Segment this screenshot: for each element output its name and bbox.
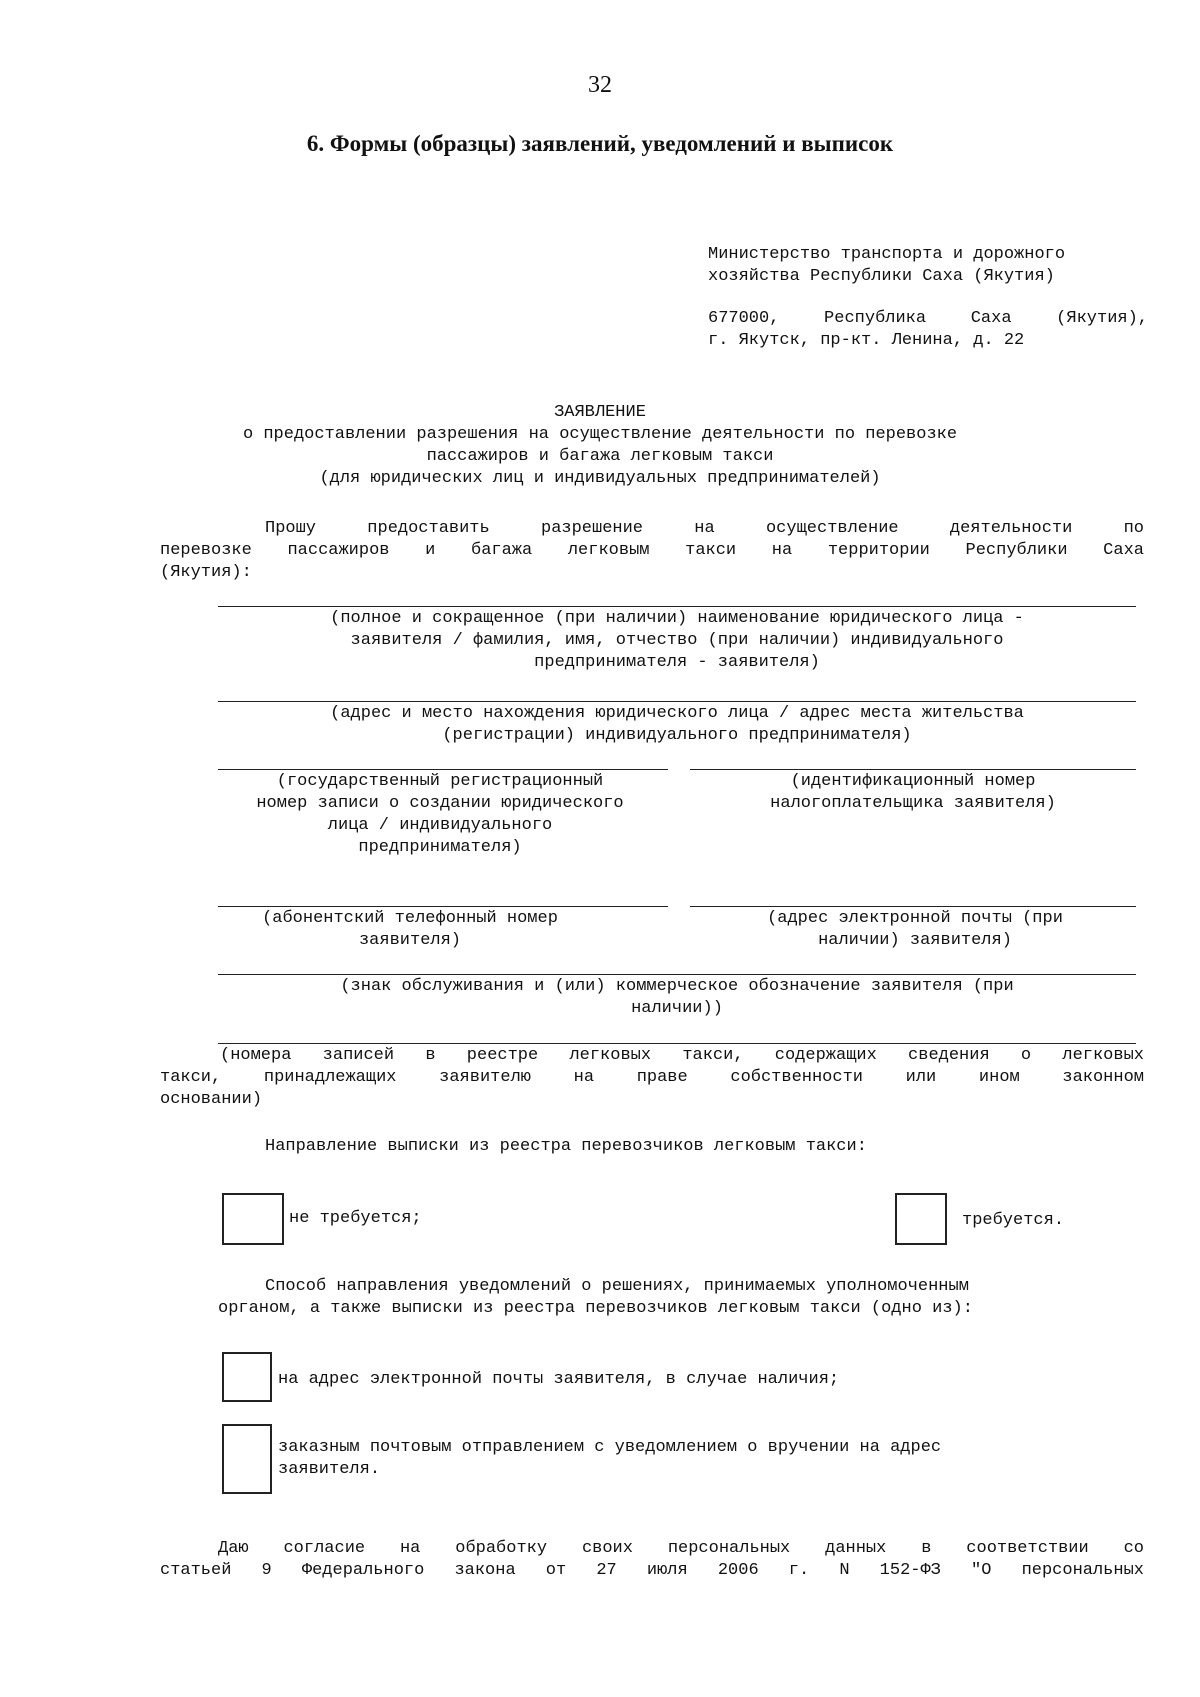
delivery-label (160, 1276, 1144, 1320)
statement-heading: ЗАЯВЛЕНИЕ (554, 403, 646, 422)
extract-not-required-label: не требуется; (289, 1209, 422, 1228)
addressee-address-line: 677000, Республика Саха (Якутия), (708, 309, 1148, 328)
ogrn-field-line[interactable] (218, 769, 668, 770)
address-field-line[interactable] (218, 701, 1136, 702)
email-field-line[interactable] (690, 906, 1136, 907)
caption-line: лица / индивидуального (327, 816, 553, 835)
request-line: (Якутия): (160, 563, 252, 582)
delivery-mail-label (278, 1437, 1138, 1481)
caption-line: заявителя / фамилия, имя, отчество (при наличии) индивидуального (350, 631, 1004, 650)
caption-line: налогоплательщика заявителя) (770, 794, 1056, 813)
caption-line: (номера записей в реестре легковых такси, содержащих сведения о легковых (220, 1046, 1144, 1065)
request-line: перевозке пассажиров и багажа легковым такси на территории Республики Саха (160, 541, 1144, 560)
name-field-line[interactable] (218, 606, 1136, 607)
delivery-email-label: на адрес электронной почты заявителя, в случае наличия; (278, 1370, 840, 1389)
statement-block (160, 402, 1040, 490)
caption-line: (знак обслуживания и (или) коммерческое обозначение заявителя (при (340, 977, 1014, 996)
request-paragraph (160, 518, 1144, 584)
caption-line: (полное и сокращенное (при наличии) наименование юридического лица - (330, 609, 1024, 628)
addressee-line: Министерство транспорта и дорожного (708, 245, 1066, 264)
statement-subtitle: пассажиров и багажа легковым такси (426, 447, 774, 466)
trademark-field-line[interactable] (218, 974, 1136, 975)
caption-line: (государственный регистрационный (276, 772, 604, 791)
extract-required-label: требуется. (962, 1211, 1065, 1230)
statement-subtitle: (для юридических лиц и индивидуальных предпринимателей) (319, 469, 881, 488)
caption-line: заявителя) (358, 931, 462, 950)
section-title: 6. Формы (образцы) заявлений, уведомлений и выписок (306, 131, 894, 156)
inn-field-line[interactable] (690, 769, 1136, 770)
consent-paragraph (160, 1538, 1144, 1582)
caption-line: предпринимателя - заявителя) (534, 653, 820, 672)
page-number: 32 (588, 72, 612, 98)
request-line: Прошу предоставить разрешение на осуществление деятельности по (265, 519, 1144, 538)
caption-line: (адрес электронной почты (при (767, 909, 1063, 928)
delivery-mail-line: заказным почтовым отправлением с уведомлением о вручении на адрес (278, 1438, 942, 1457)
consent-line: Даю согласие на обработку своих персональных данных в соответствии со (218, 1539, 1144, 1558)
caption-line: предпринимателя) (358, 838, 522, 857)
registry-field-line[interactable] (218, 1043, 1136, 1044)
caption-line: наличии) заявителя) (818, 931, 1012, 950)
address-field-caption (218, 703, 1136, 747)
delivery-mail-checkbox[interactable] (222, 1424, 272, 1494)
caption-line: наличии)) (631, 999, 723, 1018)
consent-line: статьей 9 Федерального закона от 27 июля 2006 г. N 152-ФЗ "О персональных (160, 1561, 1144, 1580)
caption-line: (адрес и место нахождения юридического лица / адрес места жительства (330, 704, 1024, 723)
email-field-caption (720, 908, 1110, 952)
caption-line: (идентификационный номер (790, 772, 1036, 791)
delivery-email-checkbox[interactable] (222, 1352, 272, 1402)
caption-line: основании) (160, 1090, 263, 1109)
addressee-block (708, 244, 1148, 352)
extract-required-checkbox[interactable] (895, 1193, 947, 1245)
delivery-label-line: Способ направления уведомлений о решениях, принимаемых уполномоченным (265, 1277, 969, 1296)
delivery-mail-line: заявителя. (278, 1460, 381, 1479)
addressee-line: хозяйства Республики Саха (Якутия) (708, 267, 1055, 286)
extract-not-required-checkbox[interactable] (222, 1193, 284, 1245)
caption-line: такси, принадлежащих заявителю на праве собственности или ином законном (160, 1068, 1144, 1087)
extract-label: Направление выписки из реестра перевозчиков легковым такси: (265, 1137, 867, 1156)
phone-field-line[interactable] (218, 906, 668, 907)
phone-field-caption (200, 908, 620, 952)
statement-subtitle: о предоставлении разрешения на осуществление деятельности по перевозке (242, 425, 958, 444)
caption-line: номер записи о создании юридического (256, 794, 624, 813)
caption-line: (регистрации) индивидуального предпринимателя) (442, 726, 912, 745)
addressee-address-line: г. Якутск, пр-кт. Ленина, д. 22 (708, 331, 1025, 350)
name-field-caption (218, 608, 1136, 674)
inn-field-caption (690, 771, 1136, 815)
caption-line: (абонентский телефонный номер (262, 909, 558, 928)
registry-field-caption (160, 1045, 1144, 1111)
delivery-label-line: органом, а также выписки из реестра перевозчиков легковым такси (одно из): (218, 1299, 973, 1318)
trademark-field-caption (218, 976, 1136, 1020)
ogrn-field-caption (200, 771, 680, 859)
